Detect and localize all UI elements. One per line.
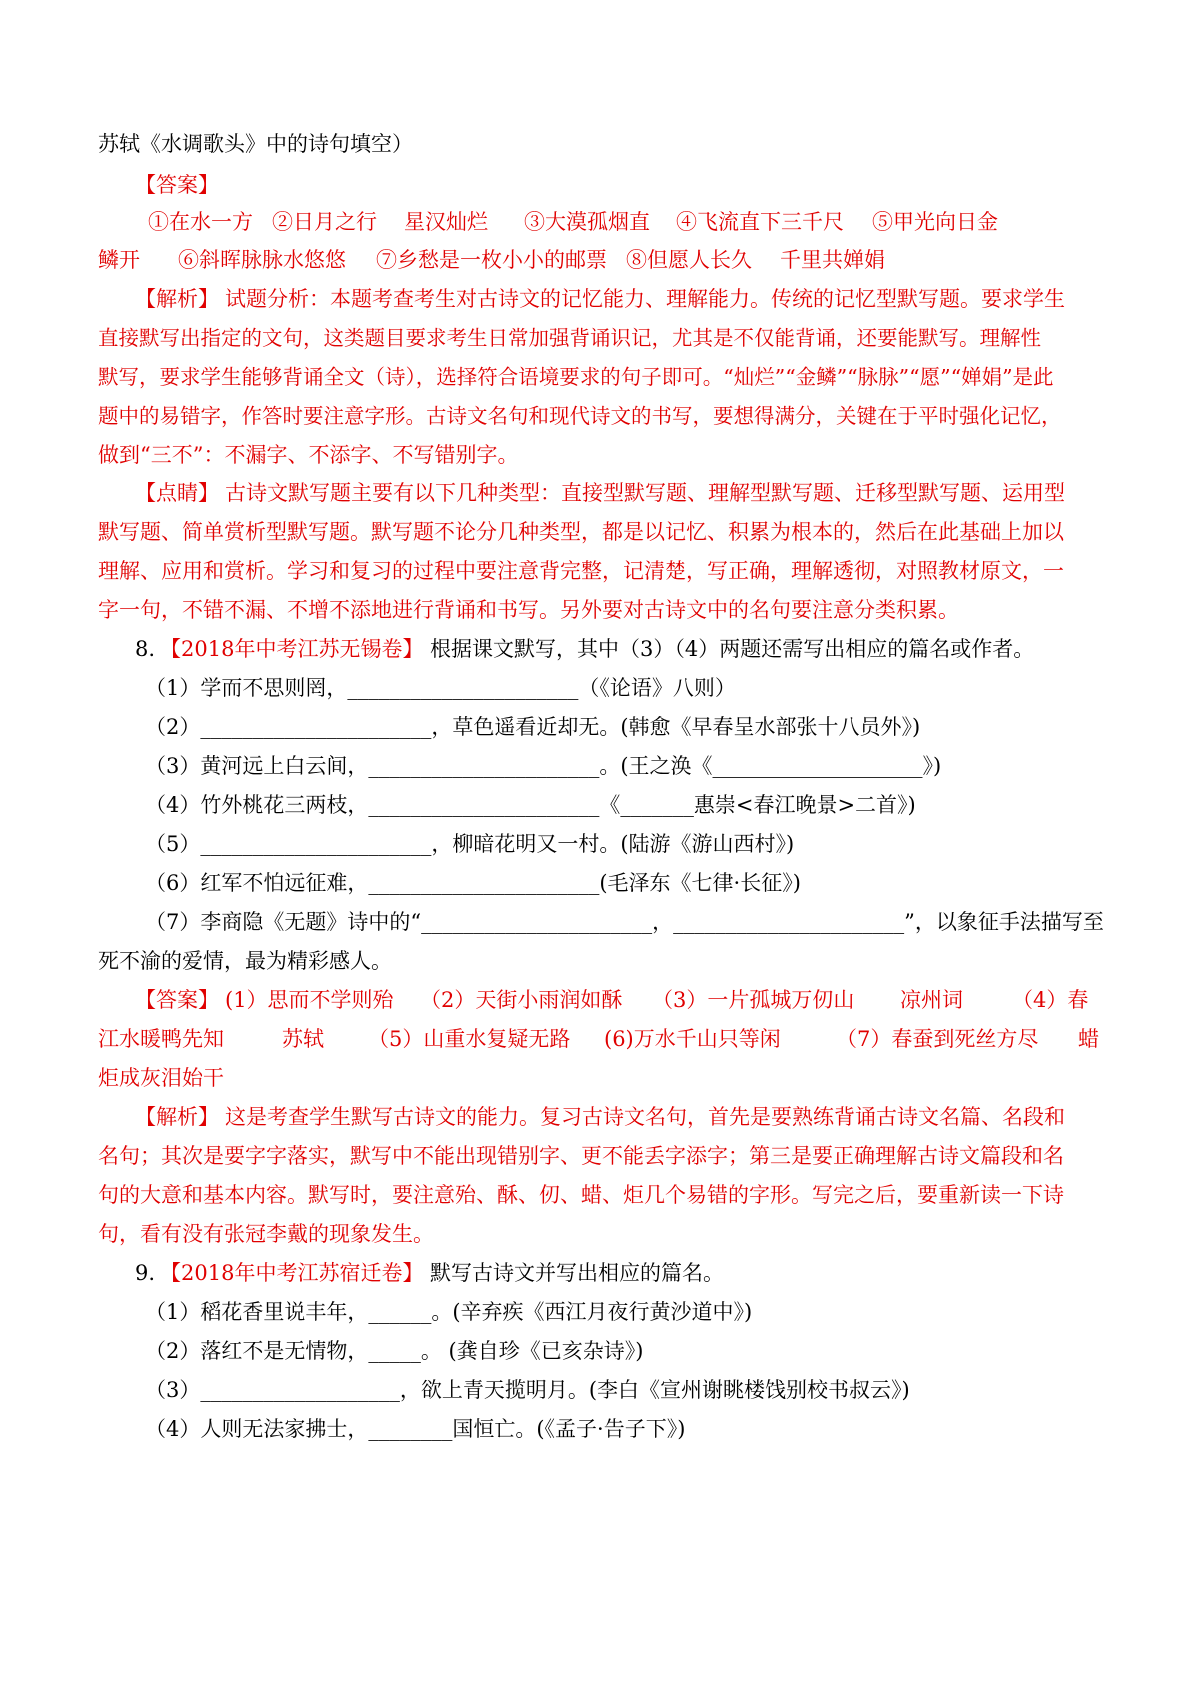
q8-analysis-text: 句，看有没有张冠李戴的现象发生。 [98,1222,434,1246]
q9-prompt: 默写古诗文并写出相应的篇名。 [430,1261,724,1285]
q8-answer-line-2 [0,1019,1200,1059]
q7-analysis-line [0,435,1200,475]
q7-answer-item: ⑧但愿人长久 [626,248,752,272]
q9-number: 9. [135,1261,156,1285]
q7-analysis-line [0,318,1200,358]
q8-answer-item: （4）春 [1012,988,1089,1012]
q8-answer-line-1 [0,980,1200,1020]
q7-tip-label: 【点睛】 [135,481,219,505]
q7-tip-text: 默写题、简单赏析型默写题。默写题不论分几种类型，都是以记忆、积累为根本的，然后在此基础上加以 [98,520,1064,544]
q7-tip-line [0,551,1200,591]
q8-answer-item: 蜡 [1078,1027,1099,1051]
q8-item [0,824,1200,864]
q8-analysis-text: 这是考查学生默写古诗文的能力。复习古诗文名句，首先是要熟练背诵古诗文名篇、名段和 [225,1105,1065,1129]
q7-answer-item: ⑤甲光向日金 [872,210,998,234]
q8-item [0,746,1200,786]
q8-item-text: （6）红军不怕远征难，______________________(毛泽东《七律·长征》) [145,871,801,895]
q7-answer-item: 鳞开 [98,248,140,272]
q8-heading [0,629,1200,669]
q7-tip-text: 古诗文默写题主要有以下几种类型：直接型默写题、理解型默写题、迁移型默写题、运用型 [225,481,1065,505]
q8-item-text: 死不渝的爱情，最为精彩感人。 [98,949,392,973]
q7-answer-line-2 [0,240,1200,280]
q8-item [0,707,1200,747]
q7-analysis-text: 题中的易错字，作答时要注意字形。古诗文名句和现代诗文的书写，要想得满分，关键在于平时强化记忆， [98,404,1062,428]
q8-item [0,902,1200,942]
q7-answer-item: ⑥斜晖脉脉水悠悠 [178,248,346,272]
q7-analysis-text: 试题分析：本题考查考生对古诗文的记忆能力、理解能力。传统的记忆型默写题。要求学生 [225,287,1065,311]
q9-item-text: （3）___________________，欲上青天揽明月。(李白《宣州谢眺楼饯别校书叔云》) [145,1378,910,1402]
q8-prompt: 根据课文默写，其中（3）（4）两题还需写出相应的篇名或作者。 [430,637,1035,661]
q9-heading [0,1253,1200,1293]
q7-analysis-text: 直接默写出指定的文句，这类题目要求考生日常加强背诵识记，尤其是不仅能背诵，还要能默写。理解性 [98,326,1041,350]
q8-answer-item: 炬成灰泪始干 [98,1066,224,1090]
q9-item [0,1370,1200,1410]
q8-item [0,941,1200,981]
q9-item-text: （2）落红不是无情物，_____。 (龚自珍《已亥杂诗》) [145,1339,644,1363]
q7-analysis-line [0,279,1200,319]
q8-item [0,863,1200,903]
q7-analysis-label: 【解析】 [135,287,219,311]
q8-item-text: （4）竹外桃花三两枝，______________________《_______惠崇<春江晚景>二首》) [145,793,916,817]
q7-tip-line [0,512,1200,552]
q7-answer-item: ②日月之行 [272,210,377,234]
q8-answer-item: （3）一片孤城万仞山 [652,988,855,1012]
q7-analysis-text: 做到“三不”：不漏字、不添字、不写错别字。 [98,443,519,467]
q8-answer-item: (6)万水千山只等闲 [604,1027,781,1051]
q9-item-text: （1）稻花香里说丰年，______。(辛弃疾《西江月夜行黄沙道中》) [145,1300,753,1324]
q7-tail-line [0,124,1200,164]
q8-answer-line-3 [0,1058,1200,1098]
q8-source: 【2018年中考江苏无锡卷】 [160,637,424,661]
q7-answer-item: ⑦乡愁是一枚小小的邮票 [376,248,607,272]
q8-item [0,668,1200,708]
q8-number: 8. [135,637,156,661]
q7-tip-line [0,590,1200,630]
q8-analysis-line [0,1136,1200,1176]
q7-answer-label: 【答案】 [135,173,219,197]
q9-item [0,1409,1200,1449]
q7-answer-item: 千里共婵娟 [780,248,885,272]
q7-analysis-line [0,357,1200,397]
q9-item [0,1331,1200,1371]
q8-item-text: （3）黄河远上白云间，______________________。(王之涣《____________________》) [145,754,942,778]
q8-item-text: （7）李商隐《无题》诗中的“______________________，______________________”，以象征手法描写至 [145,910,1104,934]
q8-analysis-line [0,1175,1200,1215]
q7-answer-item: ①在水一方 [148,210,253,234]
q7-analysis-line [0,396,1200,436]
q8-analysis-label: 【解析】 [135,1105,219,1129]
q7-tip-line [0,473,1200,513]
q8-answer-item: （5）山重水复疑无路 [368,1027,571,1051]
q9-item [0,1292,1200,1332]
q7-tail-text: 苏轼《水调歌头》中的诗句填空） [98,132,413,156]
q8-item [0,785,1200,825]
q9-source: 【2018年中考江苏宿迁卷】 [160,1261,424,1285]
q8-answer-item: （7）春蚕到死丝方尽 [836,1027,1039,1051]
q8-analysis-text: 句的大意和基本内容。默写时，要注意殆、酥、仞、蜡、炬几个易错的字形。写完之后，要重新读一下诗 [98,1183,1064,1207]
q8-answer-item: 苏轼 [282,1027,324,1051]
q7-answer-item: ③大漠孤烟直 [524,210,650,234]
q7-answer-line-1 [0,202,1200,242]
q8-answer-item: 凉州词 [900,988,963,1012]
q8-analysis-line [0,1214,1200,1254]
q8-answer-item: 江水暖鸭先知 [98,1027,224,1051]
q7-answer-item: ④飞流直下三千尺 [676,210,844,234]
q8-item-text: （1）学而不思则罔，______________________（《论语》八则） [145,676,736,700]
q8-answer-item: （2）天街小雨润如酥 [420,988,623,1012]
q8-answer-item: (1）思而不学则殆 [225,988,394,1012]
q8-item-text: （2）______________________，草色遥看近却无。(韩愈《早春呈水部张十八员外》) [145,715,921,739]
q7-tip-text: 字一句，不错不漏、不增不添地进行背诵和书写。另外要对古诗文中的名句要注意分类积累。 [98,598,959,622]
q8-analysis-line [0,1097,1200,1137]
q7-analysis-text: 默写，要求学生能够背诵全文（诗），选择符合语境要求的句子即可。“灿烂”“金鳞”“脉脉”“愿”“婵娟”是此 [98,365,1054,389]
q8-item-text: （5）______________________，柳暗花明又一村。(陆游《游山西村》) [145,832,795,856]
q8-answer-label: 【答案】 [135,988,219,1012]
q7-answer-item: 星汉灿烂 [404,210,488,234]
q8-analysis-text: 名句；其次是要字字落实，默写中不能出现错别字、更不能丢字添字；第三是要正确理解古诗文篇段和名 [98,1144,1064,1168]
q7-tip-text: 理解、应用和赏析。学习和复习的过程中要注意背完整，记清楚，写正确，理解透彻，对照教材原文，一 [98,559,1064,583]
q9-item-text: （4）人则无法家拂士，________国恒亡。(《孟子·告子下》) [145,1417,686,1441]
q7-answer-label-line [0,165,1200,205]
